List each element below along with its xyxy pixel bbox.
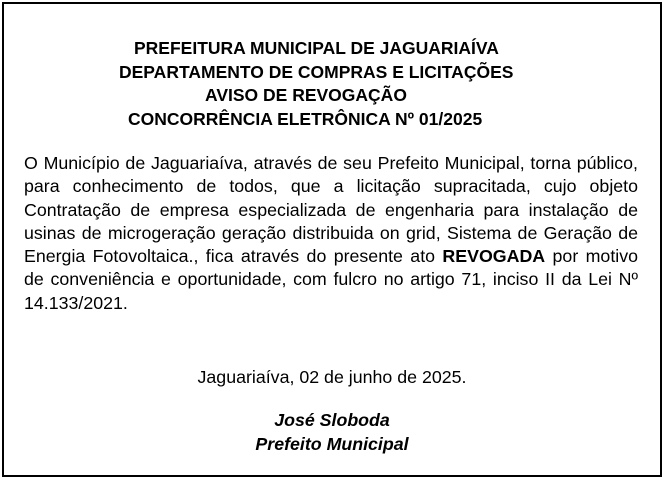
notice-body-emphasis: REVOGADA xyxy=(442,246,546,267)
header-line-aviso: AVISO DE REVOGAÇÃO xyxy=(205,85,407,105)
header-line-departamento: DEPARTAMENTO DE COMPRAS E LICITAÇÕES xyxy=(119,62,514,82)
header-line-concorrencia: CONCORRÊNCIA ELETRÔNICA Nº 01/2025 xyxy=(128,109,483,129)
notice-body-part1: O Município de Jaguariaíva, através de seu Prefeito Municipal, torna público, para conhecimento de todos, que a licitação supracitada, cujo objeto Contratação de empresa especializada de engenharia para instalação de usinas de microgeração geração distribuida on grid, Sistema de Geração de Energia Fotovoltaica., fica através do presente ato xyxy=(24,153,638,267)
notice-body xyxy=(24,152,638,315)
header-line-prefeitura: PREFEITURA MUNICIPAL DE JAGUARIAÍVA xyxy=(134,38,499,58)
notice-body-part2: por motivo de conveniência e oportunidade, com fulcro no artigo 71, inciso II da Lei Nº 14.133/2021. xyxy=(24,246,638,313)
signature-name: José Sloboda xyxy=(274,410,390,430)
notice-date: Jaguariaíva, 02 de junho de 2025. xyxy=(197,367,467,387)
signature-title: Prefeito Municipal xyxy=(255,434,409,454)
